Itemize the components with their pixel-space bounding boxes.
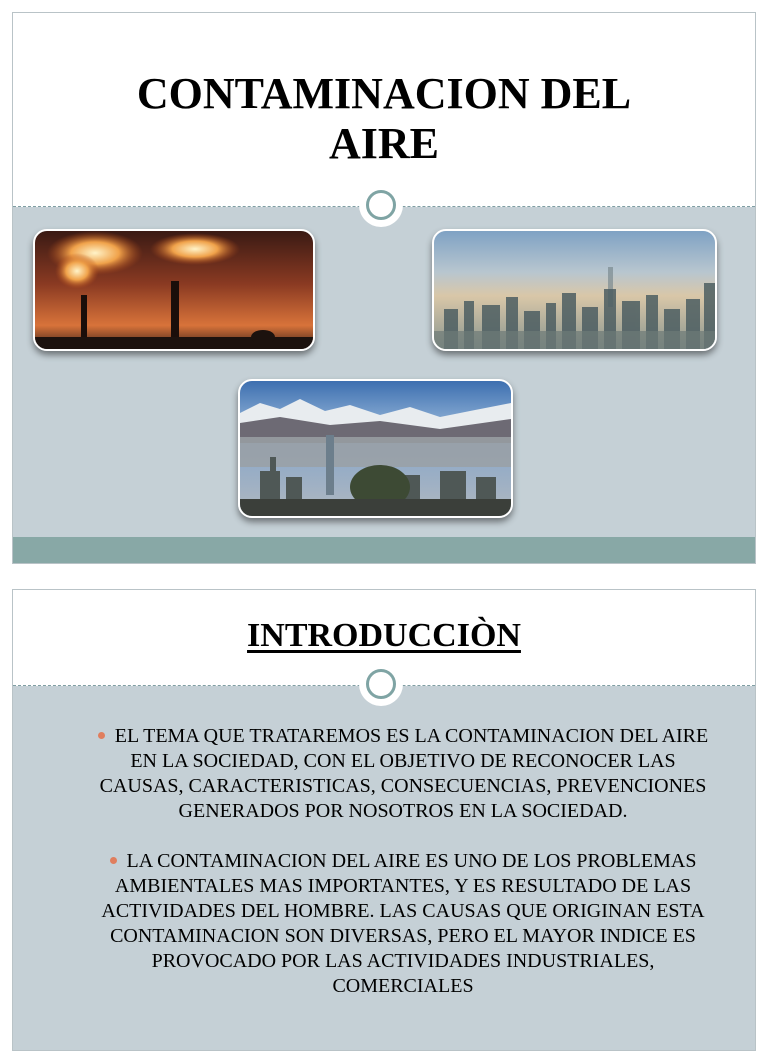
smoggy-city-skyline-photo	[432, 229, 717, 351]
title-line-2: AIRE	[328, 119, 440, 168]
section-title: INTRODUCCIÒN	[247, 617, 521, 654]
slide-header	[13, 13, 755, 207]
list-item	[83, 724, 713, 824]
page-title	[13, 69, 755, 169]
factory-smokestacks-photo	[33, 229, 315, 351]
bullet-text: LA CONTAMINACION DEL AIRE ES UNO DE LOS PROBLEMAS AMBIENTALES MAS IMPORTANTES, Y ES RESULTADO DE LAS ACTIVIDADES DEL HOMBRE. LAS CAUSAS QUE ORIGINAN ESTA CONTAMINACION SON DIVERSAS, PERO EL MAYOR INDICE ES PROVOCADO POR LAS ACTIVIDADES INDUSTRIALES, COMERCIALES	[101, 850, 705, 997]
divider-ring-icon	[359, 183, 403, 227]
divider-ring-icon	[359, 662, 403, 706]
bullet-text: EL TEMA QUE TRATAREMOS ES LA CONTAMINACION DEL AIRE EN LA SOCIEDAD, CON EL OBJETIVO DE RECONOCER LAS CAUSAS, CARACTERISTICAS, CONSECUENCIAS, PREVENCIONES GENERADOS POR NOSOTROS EN LA SOCIEDAD.	[99, 725, 709, 822]
footer-bar	[13, 537, 755, 563]
mountain-city-smog-photo	[238, 379, 513, 518]
title-line-1: CONTAMINACION DEL	[136, 69, 632, 118]
slide-title	[12, 12, 756, 564]
slide-introduction	[12, 589, 756, 1051]
list-item	[83, 849, 713, 999]
bullet-list	[83, 724, 713, 1024]
bullet-icon	[110, 857, 117, 864]
bullet-icon	[98, 732, 105, 739]
